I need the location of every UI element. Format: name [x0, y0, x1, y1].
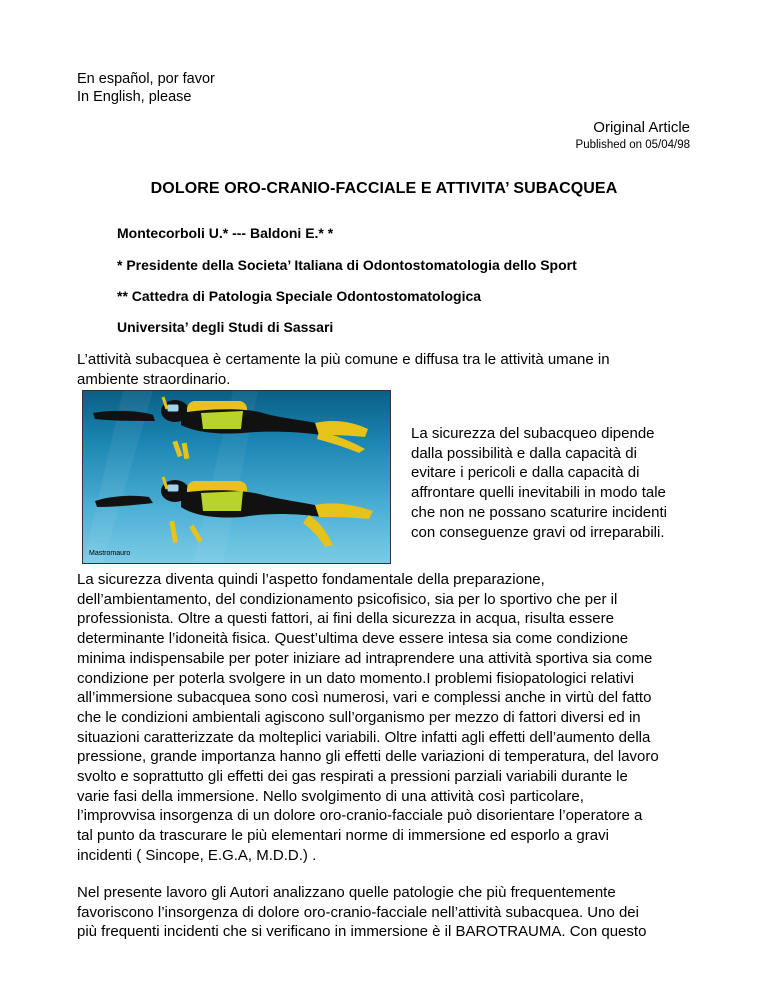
affiliation-3: Universita’ degli Studi di Sassari — [117, 319, 334, 335]
body-line: La sicurezza diventa quindi l’aspetto fondamentale della preparazione, — [77, 571, 545, 588]
intro-line: ambiente straordinario. — [77, 370, 231, 388]
divers-illustration — [82, 390, 391, 564]
publication-date: Published on 05/04/98 — [575, 139, 690, 151]
intro-paragraph — [77, 350, 610, 389]
safety-caption — [411, 424, 711, 542]
body-line: l’improvvisa insorgenza di un dolore oro-cranio-facciale può disorientare l’operatore a — [77, 807, 643, 825]
body-paragraph — [77, 570, 659, 866]
english-link[interactable]: In English, please — [77, 89, 192, 105]
affiliation-1: * Presidente della Societa’ Italiana di Odontostomatologia dello Sport — [117, 257, 577, 273]
affiliation-2: ** Cattedra di Patologia Speciale Odontostomatologica — [117, 288, 482, 304]
closing-paragraph — [77, 883, 646, 942]
caption-line: con conseguenze gravi od irreparabili. — [411, 523, 665, 541]
body-line: minima indispensabile per poter iniziare ad intraprendere una attività sportiva sia come — [77, 649, 653, 667]
intro-line: L’attività subacquea è certamente la più comune e diffusa tra le attività umane in — [77, 351, 610, 368]
body-line: situazioni caratterizzate da molteplici variabili. Oltre infatti agli effetti dell’aumento della — [77, 728, 651, 746]
body-line: svolto e soprattutto gli effetti dei gas respirati a pressioni parziali variabili durante le — [77, 768, 628, 786]
body-line: all’immersione subacquea sono così numerosi, vari e complessi anche in virtù del fatto — [77, 689, 652, 707]
closing-line: più frequenti incidenti che si verificano in immersione è il BAROTRAUMA. Con questo — [77, 923, 647, 941]
body-line: pressione, grande importanza hanno gli effetti delle variazioni di temperatura, del lavoro — [77, 748, 659, 766]
closing-line: Nel presente lavoro gli Autori analizzano quelle patologie che più frequentemente — [77, 884, 616, 901]
caption-line: dalla possibilità e dalla capacità di — [411, 444, 637, 462]
article-type: Original Article — [593, 119, 690, 136]
caption-line: evitare i pericoli e dalla capacità di — [411, 464, 640, 482]
caption-line: La sicurezza del subacqueo dipende — [411, 425, 655, 442]
spanish-link[interactable]: En español, por favor — [77, 71, 215, 87]
body-line: incidenti ( Sincope, E.G.A, M.D.D.) . — [77, 846, 317, 864]
caption-line: che non ne possano scaturire incidenti — [411, 503, 667, 521]
body-line: che le condizioni ambientali agiscono sull’organismo per mezzo di fattori diversi ed in — [77, 708, 641, 726]
language-links — [77, 70, 215, 106]
body-line: varie fasi della immersione. Nello svolgimento di una attività così particolare, — [77, 787, 584, 805]
diver-bottom — [95, 477, 373, 547]
closing-line: favoriscono l’insorgenza di dolore oro-cranio-facciale nell’attività subacquea. Uno dei — [77, 903, 639, 921]
illustration-credit: Mastromauro — [89, 550, 131, 557]
caption-line: affrontare quelli inevitabili in modo tale — [411, 484, 666, 502]
divers-image — [83, 391, 390, 563]
body-line: tal punto da trascurare le più elementari norme di immersione ed esporlo a gravi — [77, 827, 609, 845]
body-line: determinante l’idoneità fisica. Quest’ultima deve essere intesa sia come condizione — [77, 630, 629, 648]
authors: Montecorboli U.* --- Baldoni E.* * — [117, 225, 334, 241]
body-line: condizione per poterla svolgere in un dato momento.I problemi fisiopatologici relativi — [77, 669, 634, 687]
article-title: DOLORE ORO-CRANIO-FACCIALE E ATTIVITA’ SUBACQUEA — [150, 180, 618, 197]
body-line: professionista. Oltre a questi fattori, ai fini della sicurezza in acqua, risulta essere — [77, 610, 614, 628]
body-line: dell’ambientamento, del condizionamento psicofisico, sia per lo sportivo che per il — [77, 590, 618, 608]
